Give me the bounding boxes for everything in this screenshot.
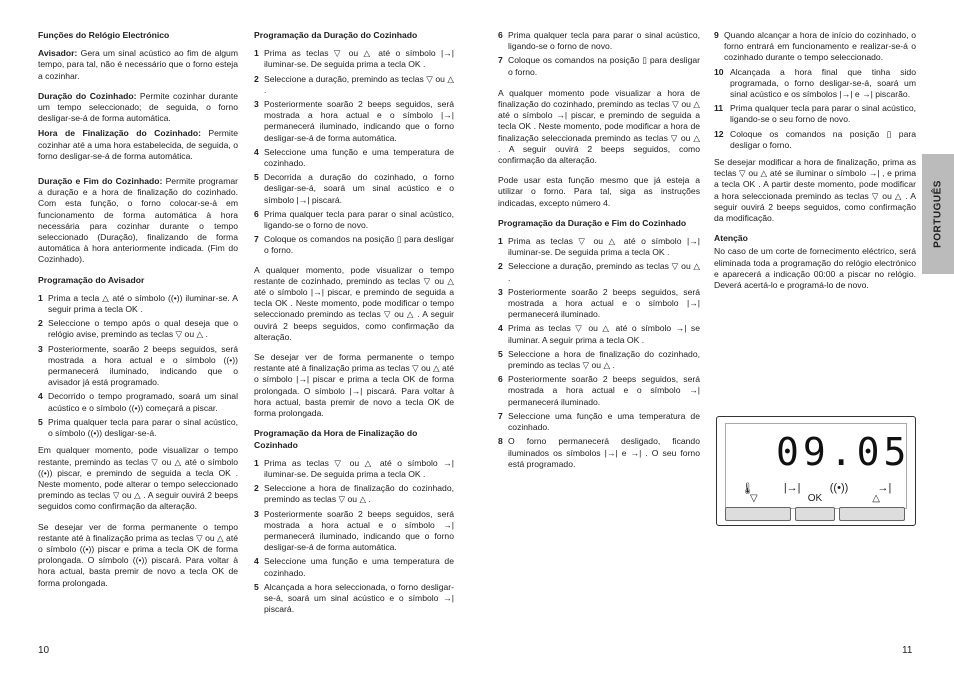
step-item — [38, 344, 238, 389]
clock-keys — [725, 507, 905, 521]
step-text: Prima qualquer tecla para parar o sinal acústico, ligando-se o seu forno de novo. — [730, 103, 916, 125]
page-number-left: 10 — [38, 645, 50, 656]
step-item — [498, 323, 700, 345]
step-number: 3 — [38, 343, 43, 354]
step-text: Prima a tecla △ até o símbolo ((•)) iluminar-se. A seguir prima a tecla OK . — [48, 292, 238, 315]
step-number: 1 — [38, 292, 43, 303]
section-title: Funções do Relógio Electrónico — [38, 30, 170, 40]
step-number: 12 — [714, 128, 724, 139]
step-text: Seleccione a duração, premindo as teclas ▽ ou △ . — [264, 73, 454, 95]
step-item — [498, 436, 700, 470]
step-item — [498, 411, 700, 433]
step-text: Coloque os comandos na posição ▯ para desligar o forno. — [730, 128, 916, 150]
step-text: Prima qualquer tecla para parar o sinal acústico, ligando-se o forno de novo. — [264, 208, 454, 231]
step-number: 2 — [254, 483, 259, 494]
step-text: Seleccione uma função e uma temperatura de cozinhado. — [264, 146, 454, 169]
step-item — [714, 103, 916, 125]
step-item — [254, 74, 454, 96]
step-item — [714, 30, 916, 64]
step-text: Prima as teclas ▽ ou △ até o símbolo |→| iluminar-se. De seguida prima a tecla OK . — [508, 236, 700, 258]
step-text: Seleccione a duração, premindo as teclas ▽ ou △ . — [508, 261, 700, 283]
step-list — [254, 48, 454, 256]
step-text: Alcançada a hora seleccionada, o forno desligar-se-á, soará um sinal acústico e o símbolo →| piscará. — [264, 581, 454, 615]
step-text: Decorrida a duração do cozinhado, o forno desligar-se-á, soará um sinal acústico e o símbolo |→| piscará. — [264, 172, 454, 205]
step-number: 6 — [498, 30, 503, 40]
step-item — [498, 261, 700, 283]
step-text: Prima qualquer tecla para parar o sinal acústico, ligando-se o forno de novo. — [508, 30, 700, 52]
step-number: 5 — [498, 348, 503, 359]
step-list — [714, 30, 916, 151]
step-item — [254, 509, 454, 554]
step-text: Coloque os comandos na posição ▯ para desligar o forno. — [508, 55, 700, 77]
step-text: Prima qualquer tecla para parar o sinal acústico, o símbolo ((•)) desligar-se-á. — [48, 416, 238, 439]
column-1: Funções do Relógio Electrónico Avisador: Gera um sinal acústico ao fim de algum tempo, para tal, não é necessário que o forno esteja a cozinhar. Duração do Cozinhado: Permite cozinhar durante um tempo seleccionado; de seguida, o forno desligar-se-á de forma automática. Hora de Finalização do Cozinhado: Permite cozinhar até a uma hora estabelecida, de seguida, o forno desligar-se-á de forma automática. Duração e Fim do Cozinhado: Permite programar a duração e a hora de finalização do cozinhado. Com esta função, o forno colocar-se-á em funcionamento de forma automática à hora necessária para cozinhar durante o tempo seleccionado (Duração), finalizando de forma automática à hora anteriormente indicada. (Fim do Cozinhado). Programação do Avisador 1 Prima a tecla △ até o símbolo ((•)) iluminar-se. A seguir prima a tecla OK . 2 Seleccione o tempo após o qual deseja que o relógio avise, premindo as teclas ▽ ou △ . 3 Posteriormente, soarão 2 beeps seguidos, será mostrada a hora actual e o símbolo ((•)) permanecerá iluminado, indicando que o avisador já está programado. 4 Decorrido o tempo programado, soará um sinal acústico e o símbolo ((•)) começará a piscar. 5 Prima qualquer tecla para parar o sinal acústico, o símbolo ((•)) desligar-se-á. Em qualquer momento, pode visualizar o tempo restante, premindo as teclas ▽ ou △ até o símbolo ((•)) piscar, e premindo de seguida a tecla OK . Neste momento, pode alterar o tempo seleccionado premindo as teclas ▽ ou △ . A seguir ouvirá 2 beeps seguidos como confirmação da alteração. Se desejar ver de forma permanente o tempo restante até à finalização prima as teclas ▽ ou △ até o símbolo ((•)) piscar e prima a tecla OK de forma prolongada. O símbolo ((•)) piscará. Para voltar à hora actual, basta premir de novo a tecla OK de forma prolongada. — [38, 30, 238, 588]
step-number: 1 — [254, 457, 259, 468]
step-number: 5 — [38, 416, 43, 427]
step-text: Prima as teclas ▽ ou △ até o símbolo →| iluminar-se. De seguida prima a tecla OK . — [264, 457, 454, 479]
step-number: 5 — [254, 172, 259, 183]
step-item — [254, 234, 454, 256]
step-item — [714, 67, 916, 101]
step-list — [498, 236, 700, 470]
step-number: 5 — [254, 581, 259, 592]
step-text: Posteriormente soarão 2 beeps seguidos, será mostrada a hora actual e o símbolo |→| permanecerá iluminado. — [508, 286, 700, 320]
step-text: Quando alcançar a hora de início do cozinhado, o forno entrará em funcionamento e realizar-se-á o cozinhado durante o tempo seleccionado. — [724, 30, 916, 63]
step-item — [254, 147, 454, 169]
end-time-icon: →| — [877, 482, 892, 494]
step-text: Prima as teclas ▽ ou △ até o símbolo →| se iluminar. A seguir prima a tecla OK . — [508, 323, 700, 345]
step-text: Posteriormente soarão 2 beeps seguidos, será mostrada a hora actual e o símbolo →| permanecerá iluminado, indicando que o forno desligar-se-á de forma automática. — [264, 508, 454, 553]
step-number: 7 — [498, 410, 503, 421]
step-item — [498, 374, 700, 408]
step-item — [714, 129, 916, 151]
step-item — [498, 236, 700, 258]
step-text: Posteriormente soarão 2 beeps seguidos, será mostrada a hora actual e o símbolo |→| permanecerá iluminado, indicando que o forno desligar-se-á de forma automática. — [264, 99, 454, 143]
step-item — [254, 582, 454, 616]
step-item — [38, 417, 238, 439]
step-text: Posteriormente soarão 2 beeps seguidos, será mostrada a hora actual e o símbolo →| permanecerá iluminado. — [508, 374, 700, 407]
step-text: Alcançada a hora final que tinha sido programada, o forno desligar-se-á, soará um sinal acústico e os símbolos |→| e →| piscarão. — [730, 66, 916, 100]
step-item — [498, 30, 700, 52]
key-labels — [725, 493, 905, 504]
step-number: 3 — [254, 508, 259, 519]
up-key[interactable] — [839, 507, 905, 521]
step-number: 10 — [714, 66, 724, 77]
step-text: Seleccione a hora de finalização do cozinhado, premindo as teclas ▽ ou △ . — [508, 348, 700, 371]
ok-icon: OK — [807, 493, 823, 504]
step-item — [254, 99, 454, 144]
alarm-icon: ((•)) — [829, 482, 849, 494]
step-number: 4 — [38, 391, 43, 402]
step-number: 3 — [498, 286, 503, 297]
step-item — [38, 391, 238, 413]
step-item — [254, 556, 454, 578]
step-text: Seleccione a hora de finalização do cozinhado, premindo as teclas ▽ ou △ . — [264, 483, 454, 505]
step-number: 3 — [254, 99, 259, 110]
step-item — [254, 48, 454, 70]
section-heading: Programação da Duração do Cozinhado — [254, 30, 418, 40]
up-icon: △ — [872, 493, 880, 504]
step-text: Seleccione uma função e uma temperatura de cozinhado. — [264, 556, 454, 578]
ok-key[interactable] — [795, 507, 835, 521]
step-text: Coloque os comandos na posição ▯ para desligar o forno. — [264, 234, 454, 256]
clock-digits: 09.05 — [776, 430, 911, 474]
step-list — [254, 458, 454, 616]
section-heading: Atenção — [714, 233, 748, 244]
step-item — [498, 55, 700, 77]
step-number: 4 — [498, 323, 503, 334]
step-list — [498, 30, 700, 78]
step-number: 4 — [254, 146, 259, 157]
step-number: 7 — [254, 234, 259, 245]
column-4: 9 Quando alcançar a hora de início do cozinhado, o forno entrará em funcionamento e realizar-se-á o cozinhado durante o tempo seleccionado. 10 Alcançada a hora final que tinha sido programada, o forno desligar-se-á, soará um sinal acústico e os símbolos |→| e →| piscarão. 11 Prima qualquer tecla para parar o sinal acústico, ligando-se o seu forno de novo. 12 Coloque os comandos na posição ▯ para desligar o forno. Se desejar modificar a hora de finalização, prima as teclas ▽ ou △ até se iluminar o símbolo →| , e prima a tecla OK . A partir deste momento, pode modificar a hora seleccionada premindo as teclas ▽ ou △ . A seguir ouvirá 2 beeps seguidos, como confirmação da modificação. Atenção No caso de um corte de fornecimento eléctrico, será eliminada toda a programação do relógio electrónico e aparecerá a indicação 00:00 a piscar no relógio. Deverá acertá-lo e programá-lo de novo. — [714, 30, 916, 291]
step-text: Seleccione uma função e uma temperatura de cozinhado. — [508, 410, 700, 433]
step-number: 2 — [254, 73, 259, 84]
step-text: O forno permanecerá desligado, ficando iluminados os símbolos |→| e →| . O seu forno está programado. — [508, 436, 700, 469]
thermometer-icon: 🌡 — [740, 483, 755, 495]
step-number: 4 — [254, 556, 259, 567]
step-item — [498, 287, 700, 321]
section-heading: Programação da Hora de Finalização do Cozinhado — [254, 428, 418, 450]
step-item — [254, 483, 454, 505]
step-item — [254, 172, 454, 206]
language-tab: PORTUGUÊS — [922, 154, 954, 274]
step-text: Posteriormente, soarão 2 beeps seguidos, será mostrada a hora actual e o símbolo ((•)) permanecerá iluminado, indicando que o avisador já está programado. — [48, 343, 238, 388]
down-key[interactable] — [725, 507, 791, 521]
section-heading: Programação da Duração e Fim do Cozinhado — [498, 217, 687, 228]
step-number: 8 — [498, 436, 503, 447]
step-item — [498, 349, 700, 371]
step-item — [38, 293, 238, 315]
step-text: Decorrido o tempo programado, soará um sinal acústico e o símbolo ((•)) começará a piscar. — [48, 391, 238, 413]
step-item — [38, 318, 238, 340]
step-text: Prima as teclas ▽ ou △ até o símbolo |→| iluminar-se. De seguida prima a tecla OK . — [264, 48, 454, 70]
step-item — [254, 458, 454, 480]
clock-display-panel — [716, 416, 916, 526]
duration-icon: |→| — [783, 482, 801, 494]
step-list — [38, 293, 238, 439]
step-text: Seleccione o tempo após o qual deseja que o relógio avise, premindo as teclas ▽ ou △ . — [48, 318, 238, 340]
step-number: 1 — [498, 236, 503, 247]
step-number: 6 — [498, 374, 503, 385]
step-number: 7 — [498, 55, 503, 66]
down-icon: ▽ — [750, 493, 758, 504]
step-number: 2 — [498, 261, 503, 272]
step-number: 11 — [714, 103, 724, 114]
step-number: 2 — [38, 318, 43, 329]
section-heading: Programação do Avisador — [38, 274, 145, 285]
step-number: 1 — [254, 48, 259, 59]
column-3: 6 Prima qualquer tecla para parar o sinal acústico, ligando-se o forno de novo. 7 Coloque os comandos na posição ▯ para desligar o forno. A qualquer momento pode visualizar a hora de finalização do cozinhado, premindo as teclas ▽ ou △ até o símbolo →| piscar, e premindo de seguida a tecla OK . Neste momento, pode modificar a hora de finalização seleccionada premindo as teclas ▽ ou △ . A seguir ouvirá 2 beeps seguidos, como confirmação da alteração. Pode usar esta função mesmo que já esteja a utilizar o forno. Para tal, siga as instruções indicadas, excepto número 4. Programação da Duração e Fim do Cozinhado 1 Prima as teclas ▽ ou △ até o símbolo |→| iluminar-se. De seguida prima a tecla OK . 2 Seleccione a duração, premindo as teclas ▽ ou △ . 3 Posteriormente soarão 2 beeps seguidos, será mostrada a hora actual e o símbolo |→| permanecerá iluminado. 4 Prima as teclas ▽ ou △ até o símbolo →| se iluminar. A seguir prima a tecla OK . 5 Seleccione a hora de finalização do cozinhado, premindo as teclas ▽ ou △ . 6 Posteriormente soarão 2 beeps seguidos, será mostrada a hora actual e o símbolo →| permanecerá iluminado. 7 Seleccione uma função e uma temperatura de cozinhado. 8 O forno permanecerá desligado, ficando iluminados os símbolos |→| e →| . O seu forno está programado. — [498, 30, 700, 469]
step-item — [254, 209, 454, 231]
step-number: 6 — [254, 208, 259, 219]
column-2: Programação da Duração do Cozinhado 1 Prima as teclas ▽ ou △ até o símbolo |→| iluminar-se. De seguida prima a tecla OK . 2 Seleccione a duração, premindo as teclas ▽ ou △ . 3 Posteriormente soarão 2 beeps seguidos, será mostrada a hora actual e o símbolo |→| permanecerá iluminado, indicando que o forno desligar-se-á de forma automática. 4 Seleccione uma função e uma temperatura de cozinhado. 5 Decorrida a duração do cozinhado, o forno desligar-se-á, soará um sinal acústico e o símbolo |→| piscará. 6 Prima qualquer tecla para parar o sinal acústico, ligando-se o forno de novo. 7 Coloque os comandos na posição ▯ para desligar o forno. A qualquer momento, pode visualizar o tempo restante de cozinhado, premindo as teclas ▽ ou △ até o símbolo |→| piscar, e premindo de seguida a tecla OK . Neste momento, pode modificar o tempo seleccionado premindo as teclas ▽ ou △ . A seguir ouvirá 2 beeps seguidos, como confirmação da alteração. Se desejar ver de forma permanente o tempo restante até à finalização prima as teclas ▽ ou △ até o símbolo |→| piscar e prima a tecla OK de forma prolongada. O símbolo |→| piscará. Para voltar à hora actual, basta premir de novo a tecla OK de forma prolongada. Programação da Hora de Finalização do Cozinhado 1 Prima as teclas ▽ ou △ até o símbolo →| iluminar-se. De seguida prima a tecla OK . 2 Seleccione a hora de finalização do cozinhado, premindo as teclas ▽ ou △ . 3 Posteriormente soarão 2 beeps seguidos, será mostrada a hora actual e o símbolo →| permanecerá iluminado, indicando que o forno desligar-se-á de forma automática. 4 Seleccione uma função e uma temperatura de cozinhado. 5 Alcançada a hora seleccionada, o forno desligar-se-á, soará um sinal acústico e o símbolo →| piscará. — [254, 30, 454, 615]
page-number-right: 11 — [902, 645, 913, 656]
step-number: 9 — [714, 30, 719, 40]
